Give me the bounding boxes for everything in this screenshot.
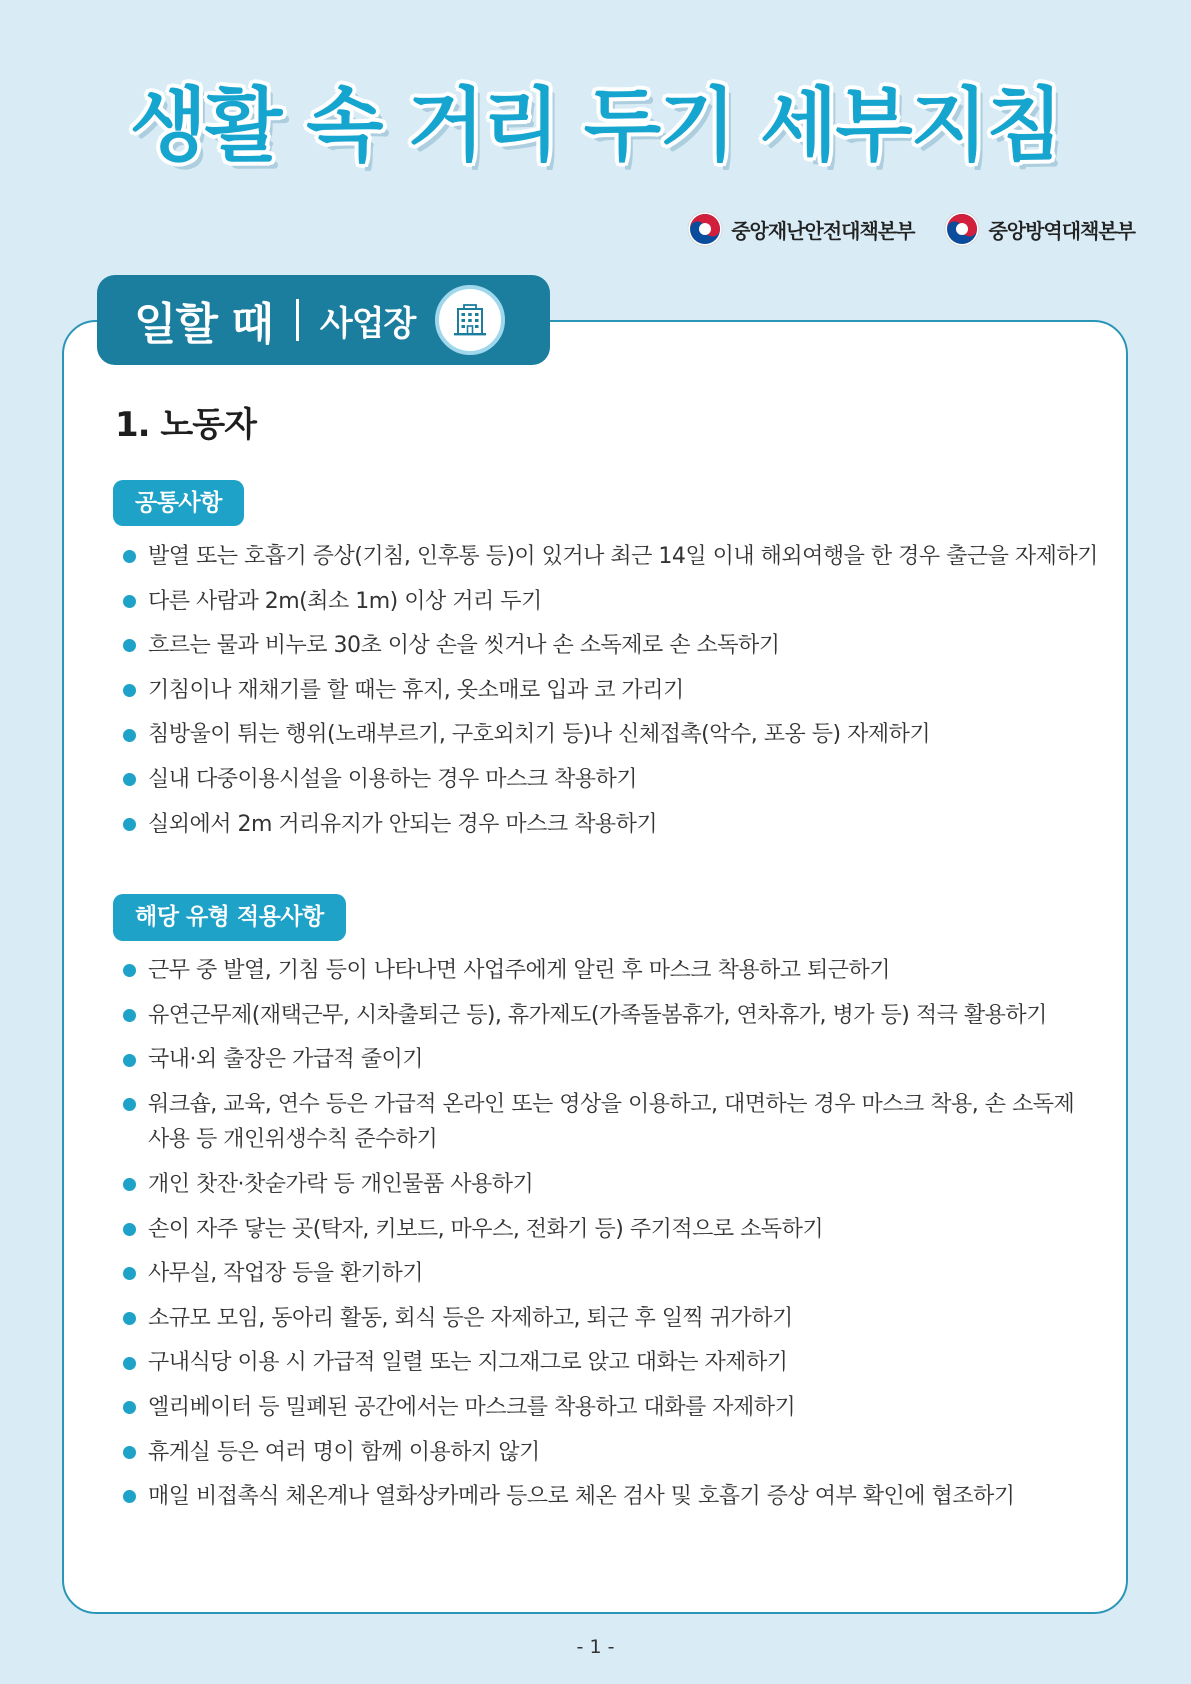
list-item	[148, 998, 1110, 1034]
building-icon	[450, 300, 490, 340]
list-item	[148, 1212, 1110, 1248]
list-item-text: 매일 비접촉식 체온계나 열화상카메라 등으로 체온 검사 및 호흡기 증상 여부 확인에 협조하기	[148, 1484, 1015, 1510]
list-item-text: 근무 중 발열, 기침 등이 나타나면 사업주에게 알린 후 마스크 착용하고 퇴근하기	[148, 958, 890, 984]
bullet-icon	[123, 1267, 136, 1280]
badge-type-specific-items: 해당 유형 적용사항	[113, 894, 346, 941]
list-item-text: 소규모 모임, 동아리 활동, 회식 등은 자제하고, 퇴근 후 일찍 귀가하기	[148, 1305, 793, 1331]
list-item	[148, 1301, 1110, 1337]
bullet-icon	[123, 1490, 136, 1503]
badge-common-items: 공통사항	[113, 480, 244, 526]
list-item-text: 다른 사람과 2m(최소 1m) 이상 거리 두기	[148, 588, 542, 614]
list-item-text: 실외에서 2m 거리유지가 안되는 경우 마스크 착용하기	[148, 811, 658, 837]
bullet-icon	[123, 684, 136, 697]
list-item-text: 구내식당 이용 시 가급적 일렬 또는 지그재그로 앉고 대화는 자제하기	[148, 1350, 788, 1376]
list-item-text: 침방울이 튀는 행위(노래부르기, 구호외치기 등)나 신체접촉(악수, 포옹 등) 자제하기	[148, 722, 931, 748]
list-item-text: 흐르는 물과 비누로 30초 이상 손을 씻거나 손 소독제로 손 소독하기	[148, 633, 780, 659]
page-number: - 1 -	[576, 1636, 615, 1658]
list-item	[148, 673, 1110, 709]
category-tab	[97, 275, 550, 365]
list-item	[148, 807, 1110, 843]
list-item-text: 국내·외 출장은 가급적 줄이기	[148, 1047, 423, 1073]
list-item	[148, 953, 1110, 989]
list-item	[148, 1167, 1110, 1203]
list-item	[148, 539, 1110, 575]
list-item-text: 발열 또는 호흡기 증상(기침, 인후통 등)이 있거나 최근 14일 이내 해외여행을 한 경우 출근을 자제하기	[148, 544, 1098, 569]
bullet-icon	[123, 1401, 136, 1414]
list-item	[148, 1345, 1110, 1381]
bullet-icon	[123, 1446, 136, 1459]
bullet-icon	[123, 1009, 136, 1022]
bullet-icon	[123, 1098, 136, 1111]
list-item-text: 개인 찻잔·찻숟가락 등 개인물품 사용하기	[148, 1172, 534, 1198]
list-item-text: 사무실, 작업장 등을 환기하기	[148, 1261, 423, 1287]
agency-logos	[687, 211, 1135, 247]
bullet-icon	[123, 1223, 136, 1236]
taegeuk-logo-icon	[944, 211, 980, 247]
bullet-icon	[123, 729, 136, 742]
list-item-text: 실내 다중이용시설을 이용하는 경우 마스크 착용하기	[148, 766, 638, 792]
bullet-icon	[123, 1178, 136, 1191]
agency-name: 중앙재난안전대책본부	[731, 218, 915, 243]
tab-divider	[296, 299, 299, 341]
list-item	[148, 1042, 1110, 1078]
bullet-icon	[123, 595, 136, 608]
tab-main-label: 일할 때	[134, 299, 273, 350]
bullet-icon	[123, 550, 136, 563]
common-items-list	[113, 539, 1110, 842]
list-item-text: 워크숍, 교육, 연수 등은 가급적 온라인 또는 영상을 이용하고, 대면하는 경우 마스크 착용, 손 소독제 사용 등 개인위생수칙 준수하기	[148, 1091, 1075, 1153]
bullet-icon	[123, 1357, 136, 1370]
list-item	[148, 584, 1110, 620]
list-item-text: 엘리베이터 등 밀폐된 공간에서는 마스크를 착용하고 대화를 자제하기	[148, 1395, 796, 1420]
list-item-text: 손이 자주 닿는 곳(탁자, 키보드, 마우스, 전화기 등) 주기적으로 소독하기	[148, 1216, 824, 1242]
list-item	[148, 717, 1110, 753]
page-title: 생활 속 거리 두기 세부지침	[129, 79, 1062, 172]
bullet-icon	[123, 818, 136, 831]
list-item-text: 기침이나 재채기를 할 때는 휴지, 옷소매로 입과 코 가리기	[148, 677, 684, 703]
list-item	[148, 1256, 1110, 1292]
list-item-text: 유연근무제(재택근무, 시차출퇴근 등), 휴가제도(가족돌봄휴가, 연차휴가, 병가 등) 적극 활용하기	[148, 1002, 1047, 1028]
content-card	[62, 320, 1128, 1614]
list-item	[148, 762, 1110, 798]
bullet-icon	[123, 773, 136, 786]
list-item	[148, 628, 1110, 664]
bullet-icon	[123, 964, 136, 977]
list-item	[148, 1435, 1110, 1471]
agency-name: 중앙방역대책본부	[988, 218, 1135, 243]
list-item	[148, 1390, 1110, 1426]
list-item	[148, 1479, 1110, 1515]
building-icon-badge	[435, 285, 505, 355]
bullet-icon	[123, 1312, 136, 1325]
agency-item	[944, 211, 1135, 247]
section-heading: 1. 노동자	[115, 405, 256, 445]
taegeuk-logo-icon	[687, 211, 723, 247]
list-item	[148, 1087, 1110, 1158]
bullet-icon	[123, 639, 136, 652]
tab-sub-label: 사업장	[319, 303, 416, 344]
bullet-icon	[123, 1054, 136, 1067]
type-specific-items-list	[113, 953, 1110, 1515]
agency-item	[687, 211, 914, 247]
list-item-text: 휴게실 등은 여러 명이 함께 이용하지 않기	[148, 1439, 540, 1465]
